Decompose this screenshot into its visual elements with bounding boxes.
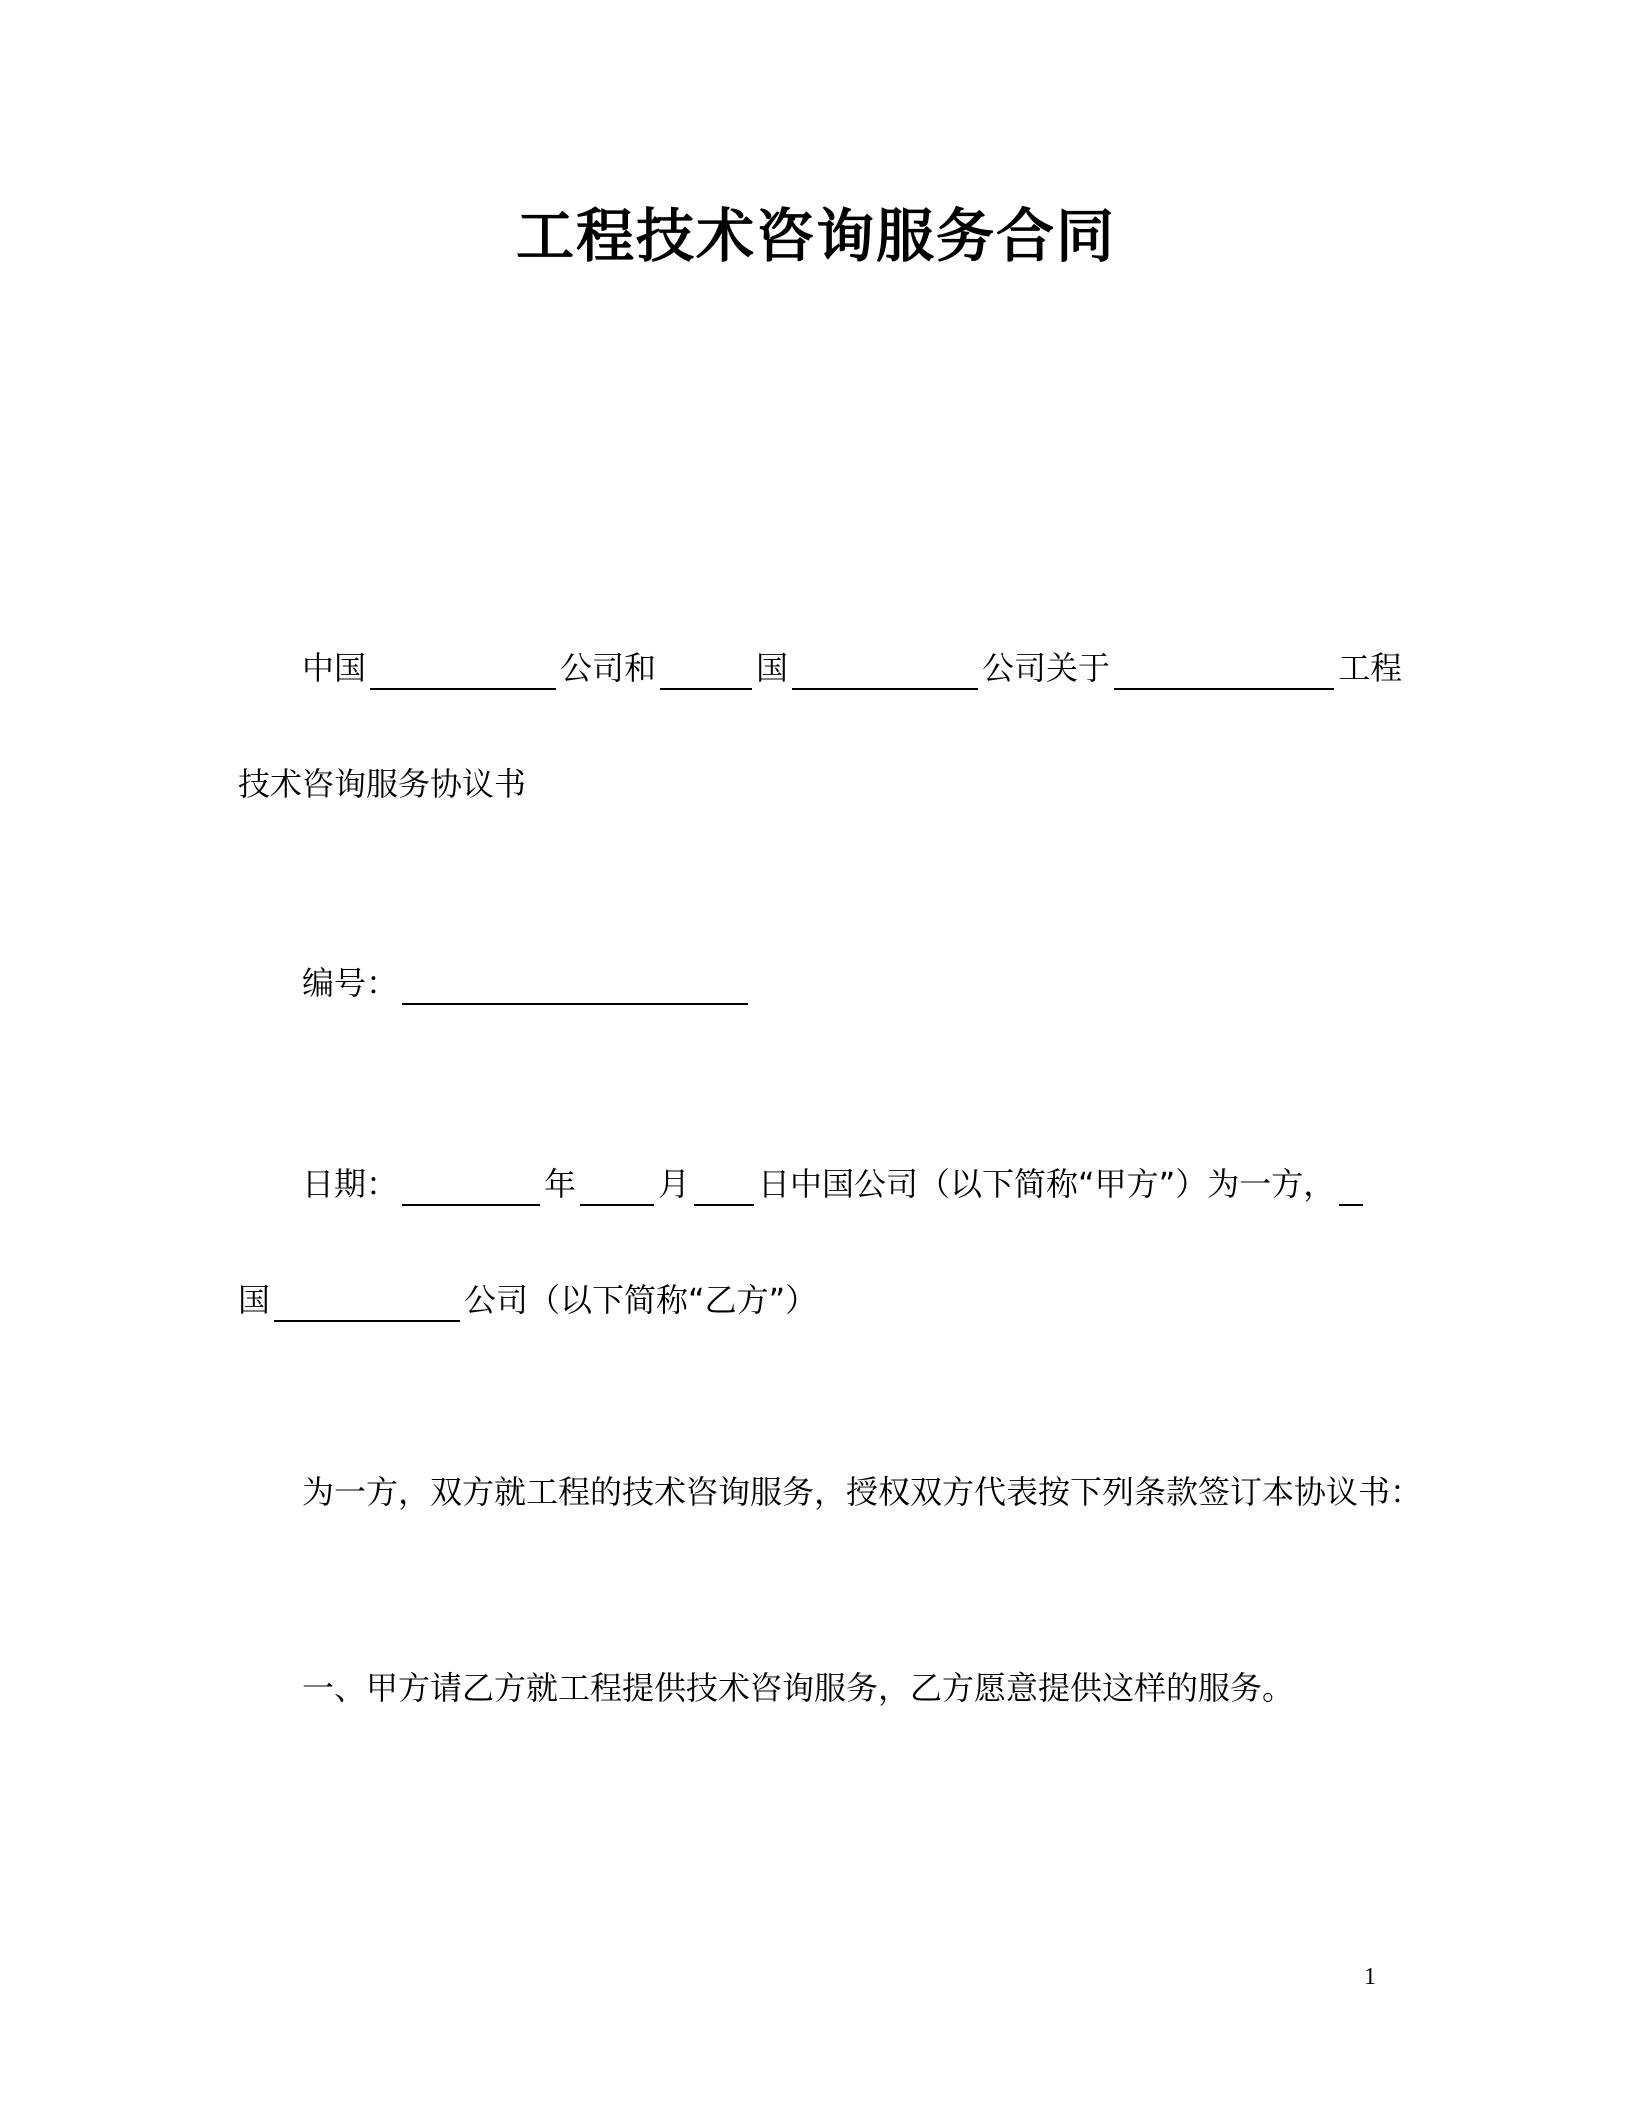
party-b-text: 公司（以下简称“乙方”）	[464, 1281, 818, 1319]
blank-contract-number[interactable]	[402, 967, 748, 1005]
date-year-label: 年	[544, 1165, 577, 1203]
page-number: 1	[1364, 1964, 1376, 1990]
blank-company-b-name[interactable]	[792, 652, 978, 690]
blank-party-b-company[interactable]	[274, 1284, 460, 1322]
heading-line-2	[238, 762, 526, 806]
blank-day[interactable]	[694, 1168, 754, 1206]
document-title: 工程技术咨询服务合同	[515, 202, 1116, 270]
clause-1-line	[302, 1666, 1294, 1710]
agreement-sentence: 为一方，双方就工程的技术咨询服务，授权双方代表按下列条款签订本协议书：	[302, 1473, 1423, 1511]
heading-text-agreement: 技术咨询服务协议书	[238, 765, 527, 803]
blank-month[interactable]	[580, 1168, 654, 1206]
heading-line-1	[302, 646, 1402, 690]
party-b-country: 国	[238, 1281, 271, 1319]
party-b-line	[238, 1278, 817, 1322]
number-label: 编号：	[302, 964, 399, 1002]
heading-text-country: 国	[756, 649, 789, 687]
heading-text-company-and: 公司和	[560, 649, 657, 687]
date-rest-text: 日中国公司（以下简称“甲方”）为一方，	[758, 1165, 1336, 1203]
number-line	[302, 961, 752, 1005]
heading-text-china: 中国	[302, 649, 367, 687]
blank-country-name[interactable]	[660, 652, 752, 690]
blank-party-b-country-start[interactable]	[1339, 1168, 1363, 1206]
agreement-line	[302, 1470, 1422, 1514]
heading-text-company-about: 公司关于	[982, 649, 1111, 687]
date-line	[302, 1162, 1367, 1206]
blank-company-a-name[interactable]	[370, 652, 556, 690]
blank-project-name[interactable]	[1114, 652, 1334, 690]
date-label: 日期：	[302, 1165, 399, 1203]
heading-text-engineering: 工程	[1338, 649, 1403, 687]
clause-1-text: 一、甲方请乙方就工程提供技术咨询服务，乙方愿意提供这样的服务。	[302, 1669, 1295, 1707]
blank-year[interactable]	[402, 1168, 540, 1206]
date-month-label: 月	[658, 1165, 691, 1203]
